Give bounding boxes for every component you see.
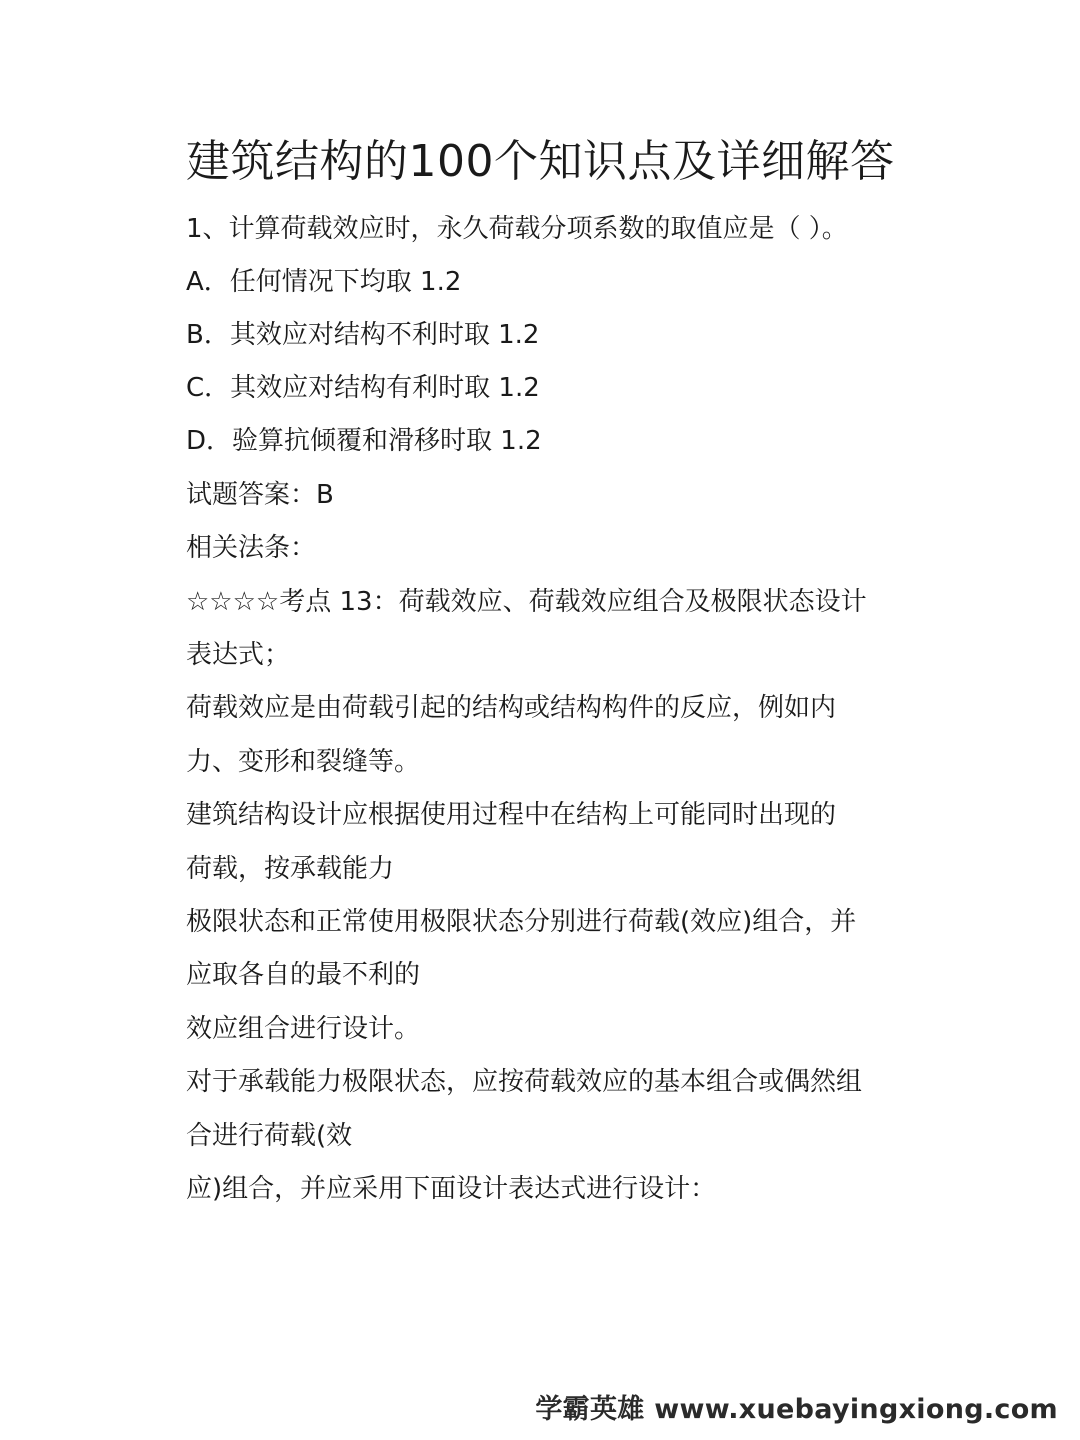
body-line: 荷载，按承载能力 <box>186 854 395 884</box>
body-line: 荷载效应是由荷载引起的结构或结构构件的反应，例如内 <box>186 693 837 723</box>
body-line: ☆☆☆☆考点 13：荷载效应、荷载效应组合及极限状态设计 <box>186 587 867 617</box>
body-line: 极限状态和正常使用极限状态分别进行荷载(效应)组合，并 <box>186 907 857 937</box>
body-line: 力、变形和裂缝等。 <box>186 747 421 777</box>
body-line: 合进行荷载(效 <box>186 1121 353 1151</box>
body-line: 对于承载能力极限状态，应按荷载效应的基本组合或偶然组 <box>186 1067 863 1097</box>
document-title: 建筑结构的100个知识点及详细解答 <box>186 136 895 187</box>
site-watermark: 学霸英雄 www.xuebayingxiong.com <box>535 1394 1058 1425</box>
body-line: 效应组合进行设计。 <box>186 1014 421 1044</box>
option-a: A．任何情况下均取 1.2 <box>186 267 462 297</box>
body-line: 表达式； <box>186 640 291 670</box>
answer-text: 试题答案：B <box>186 480 334 510</box>
body-line: 应取各自的最不利的 <box>186 960 421 990</box>
option-d: D．验算抗倾覆和滑移时取 1.2 <box>186 426 542 456</box>
body-line: 建筑结构设计应根据使用过程中在结构上可能同时出现的 <box>186 800 837 830</box>
related-label: 相关法条： <box>186 533 317 563</box>
body-line: 应)组合，并应采用下面设计表达式进行设计： <box>186 1174 717 1204</box>
option-b: B．其效应对结构不利时取 1.2 <box>186 320 540 350</box>
question-text: 1、计算荷载效应时，永久荷载分项系数的取值应是（ ）。 <box>186 214 848 244</box>
option-c: C．其效应对结构有利时取 1.2 <box>186 373 540 403</box>
document-page <box>186 0 916 1440</box>
